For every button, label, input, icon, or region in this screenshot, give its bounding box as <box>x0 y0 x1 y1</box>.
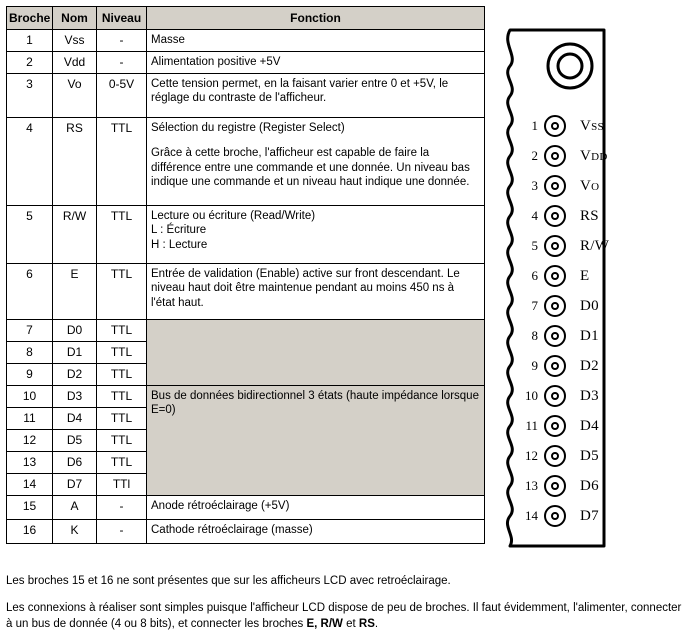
pin-label: D0 <box>580 297 599 314</box>
table-row <box>7 206 485 264</box>
table-row <box>7 264 485 320</box>
cell-niveau: - <box>97 30 147 52</box>
cell-niveau: - <box>97 520 147 544</box>
cell-broche: 4 <box>7 118 53 206</box>
pin-number: 1 <box>531 118 538 133</box>
cell-broche: 1 <box>7 30 53 52</box>
cell-nom: D5 <box>53 430 97 452</box>
cell-nom: RS <box>53 118 97 206</box>
cell-nom: D4 <box>53 408 97 430</box>
cell-broche: 5 <box>7 206 53 264</box>
table-row <box>7 320 485 342</box>
cell-fonction-empty <box>147 320 485 386</box>
pin-number: 9 <box>531 358 538 373</box>
pin-label: R/W <box>580 237 610 254</box>
lcd-module-diagram <box>496 18 686 558</box>
pin-label: VSS <box>580 117 604 134</box>
fonction-line: Lecture ou écriture (Read/Write) <box>151 210 316 222</box>
pin-row-2 <box>496 144 686 168</box>
cell-niveau: TTL <box>97 408 147 430</box>
column-header-broche: Broche <box>7 7 53 30</box>
fonction-line: H : Lecture <box>151 238 208 251</box>
pin-pad-icon <box>544 265 566 287</box>
pin-number: 10 <box>525 388 538 403</box>
cell-nom: D7 <box>53 474 97 496</box>
pin-row-12 <box>496 444 686 468</box>
cell-niveau: TTL <box>97 430 147 452</box>
pin-label: D6 <box>580 477 599 494</box>
cell-broche: 13 <box>7 452 53 474</box>
cell-nom: R/W <box>53 206 97 264</box>
cell-nom: D2 <box>53 364 97 386</box>
cell-niveau: TTL <box>97 264 147 320</box>
cell-broche: 9 <box>7 364 53 386</box>
mounting-hole-inner <box>558 54 582 78</box>
table-row <box>7 118 485 206</box>
table-row <box>7 386 485 408</box>
cell-nom: E <box>53 264 97 320</box>
cell-broche: 14 <box>7 474 53 496</box>
pin-row-14 <box>496 504 686 528</box>
pin-pad-icon <box>544 115 566 137</box>
cell-niveau: TTL <box>97 452 147 474</box>
cell-nom: D3 <box>53 386 97 408</box>
table-row <box>7 30 485 52</box>
cell-nom: K <box>53 520 97 544</box>
pin-row-9 <box>496 354 686 378</box>
pin-pad-icon <box>544 475 566 497</box>
pin-pad-icon <box>544 205 566 227</box>
pin-label: D7 <box>580 507 599 524</box>
pin-label: VDD <box>580 147 608 164</box>
pin-pad-icon <box>544 175 566 197</box>
pin-pad-icon <box>544 145 566 167</box>
cell-fonction: Cette tension permet, en la faisant varier entre 0 et +5V, le réglage du contraste de l'afficheur. <box>147 74 485 118</box>
table-header-row <box>7 7 485 30</box>
pin-number: 8 <box>531 328 538 343</box>
note-connections <box>6 600 682 633</box>
cell-broche: 11 <box>7 408 53 430</box>
cell-nom: A <box>53 496 97 520</box>
cell-broche: 3 <box>7 74 53 118</box>
cell-broche: 16 <box>7 520 53 544</box>
cell-niveau: TTL <box>97 364 147 386</box>
pin-number: 7 <box>531 298 538 313</box>
cell-fonction: Alimentation positive +5V <box>147 52 485 74</box>
pin-number: 11 <box>525 418 538 433</box>
cell-nom: Vss <box>53 30 97 52</box>
cell-fonction: Cathode rétroéclairage (masse) <box>147 520 485 544</box>
cell-niveau: - <box>97 496 147 520</box>
cell-niveau: TTL <box>97 342 147 364</box>
pin-pad-icon <box>544 505 566 527</box>
fonction-line: Grâce à cette broche, l'afficheur est capable de faire la différence entre une commande et une donnée. Un niveau bas indique une commande et un niveau haut indique une donnée. <box>151 147 470 189</box>
pin-number: 5 <box>531 238 538 253</box>
cell-niveau: - <box>97 52 147 74</box>
pin-number: 14 <box>525 508 538 523</box>
column-header-niveau: Niveau <box>97 7 147 30</box>
pin-row-6 <box>496 264 686 288</box>
table-row <box>7 52 485 74</box>
cell-niveau: TTl <box>97 474 147 496</box>
pin-number: 13 <box>525 478 538 493</box>
cell-broche: 12 <box>7 430 53 452</box>
pinout-table <box>6 6 485 544</box>
cell-broche: 10 <box>7 386 53 408</box>
cell-niveau: TTL <box>97 118 147 206</box>
pin-pad-icon <box>544 445 566 467</box>
pin-pad-icon <box>544 355 566 377</box>
cell-nom: D1 <box>53 342 97 364</box>
pin-number: 12 <box>525 448 538 463</box>
pin-row-7 <box>496 294 686 318</box>
note-backlight: Les broches 15 et 16 ne sont présentes que sur les afficheurs LCD avec retroéclairage. <box>6 575 451 587</box>
table-row <box>7 496 485 520</box>
pin-label: VO <box>580 177 600 194</box>
column-header-fonction: Fonction <box>147 7 485 30</box>
cell-niveau: 0-5V <box>97 74 147 118</box>
column-header-nom: Nom <box>53 7 97 30</box>
pin-label: D4 <box>580 417 599 434</box>
pin-pad-icon <box>544 325 566 347</box>
table-row <box>7 74 485 118</box>
pin-row-4 <box>496 204 686 228</box>
pin-label: D1 <box>580 327 599 344</box>
cell-broche: 15 <box>7 496 53 520</box>
pin-row-5 <box>496 234 686 258</box>
pin-number: 2 <box>531 148 538 163</box>
cell-broche: 6 <box>7 264 53 320</box>
pin-row-3 <box>496 174 686 198</box>
pin-label: E <box>580 267 590 284</box>
pin-row-1 <box>496 114 686 138</box>
cell-fonction <box>147 206 485 264</box>
pin-label: RS <box>580 207 599 224</box>
pin-row-10 <box>496 384 686 408</box>
table-row <box>7 520 485 544</box>
pin-number: 3 <box>531 178 538 193</box>
cell-fonction-bus: Bus de données bidirectionnel 3 états (haute impédance lorsque E=0) <box>147 386 485 496</box>
cell-fonction: Masse <box>147 30 485 52</box>
pin-label: D3 <box>580 387 599 404</box>
pin-row-13 <box>496 474 686 498</box>
cell-niveau: TTL <box>97 386 147 408</box>
note-connections-bold2: RS <box>358 618 375 631</box>
pin-pad-icon <box>544 415 566 437</box>
note-connections-part1: Les connexions à réaliser sont simples puisque l'afficheur LCD dispose de peu de broches. Il faut évidemment, l'alimenter, connecter à un bus de donnée (4 ou 8 bits), et connecter les broches <box>6 601 682 631</box>
cell-fonction <box>147 118 485 206</box>
cell-broche: 2 <box>7 52 53 74</box>
pin-pad-icon <box>544 295 566 317</box>
cell-fonction: Anode rétroéclairage (+5V) <box>147 496 485 520</box>
pin-number: 4 <box>531 208 538 223</box>
note-connections-part3: . <box>374 618 379 631</box>
fonction-line: Sélection du registre (Register Select) <box>151 122 345 134</box>
cell-niveau: TTL <box>97 320 147 342</box>
cell-broche: 8 <box>7 342 53 364</box>
pin-row-8 <box>496 324 686 348</box>
pin-pad-icon <box>544 385 566 407</box>
fonction-line: L : Écriture <box>151 224 207 237</box>
cell-fonction: Entrée de validation (Enable) active sur front descendant. Le niveau haut doit être maintenue pendant au moins 450 ns à l'état haut. <box>147 264 485 320</box>
cell-nom: D0 <box>53 320 97 342</box>
pin-label: D5 <box>580 447 599 464</box>
notes-section <box>6 573 682 643</box>
pinout-table-container <box>6 6 484 544</box>
note-connections-part2: et <box>342 618 359 631</box>
cell-nom: D6 <box>53 452 97 474</box>
pin-row-11 <box>496 414 686 438</box>
pin-pad-icon <box>544 235 566 257</box>
note-connections-bold1: E, R/W <box>306 618 343 631</box>
cell-niveau: TTL <box>97 206 147 264</box>
cell-nom: Vdd <box>53 52 97 74</box>
pin-label: D2 <box>580 357 599 374</box>
pin-number: 6 <box>531 268 538 283</box>
cell-broche: 7 <box>7 320 53 342</box>
cell-nom: Vo <box>53 74 97 118</box>
